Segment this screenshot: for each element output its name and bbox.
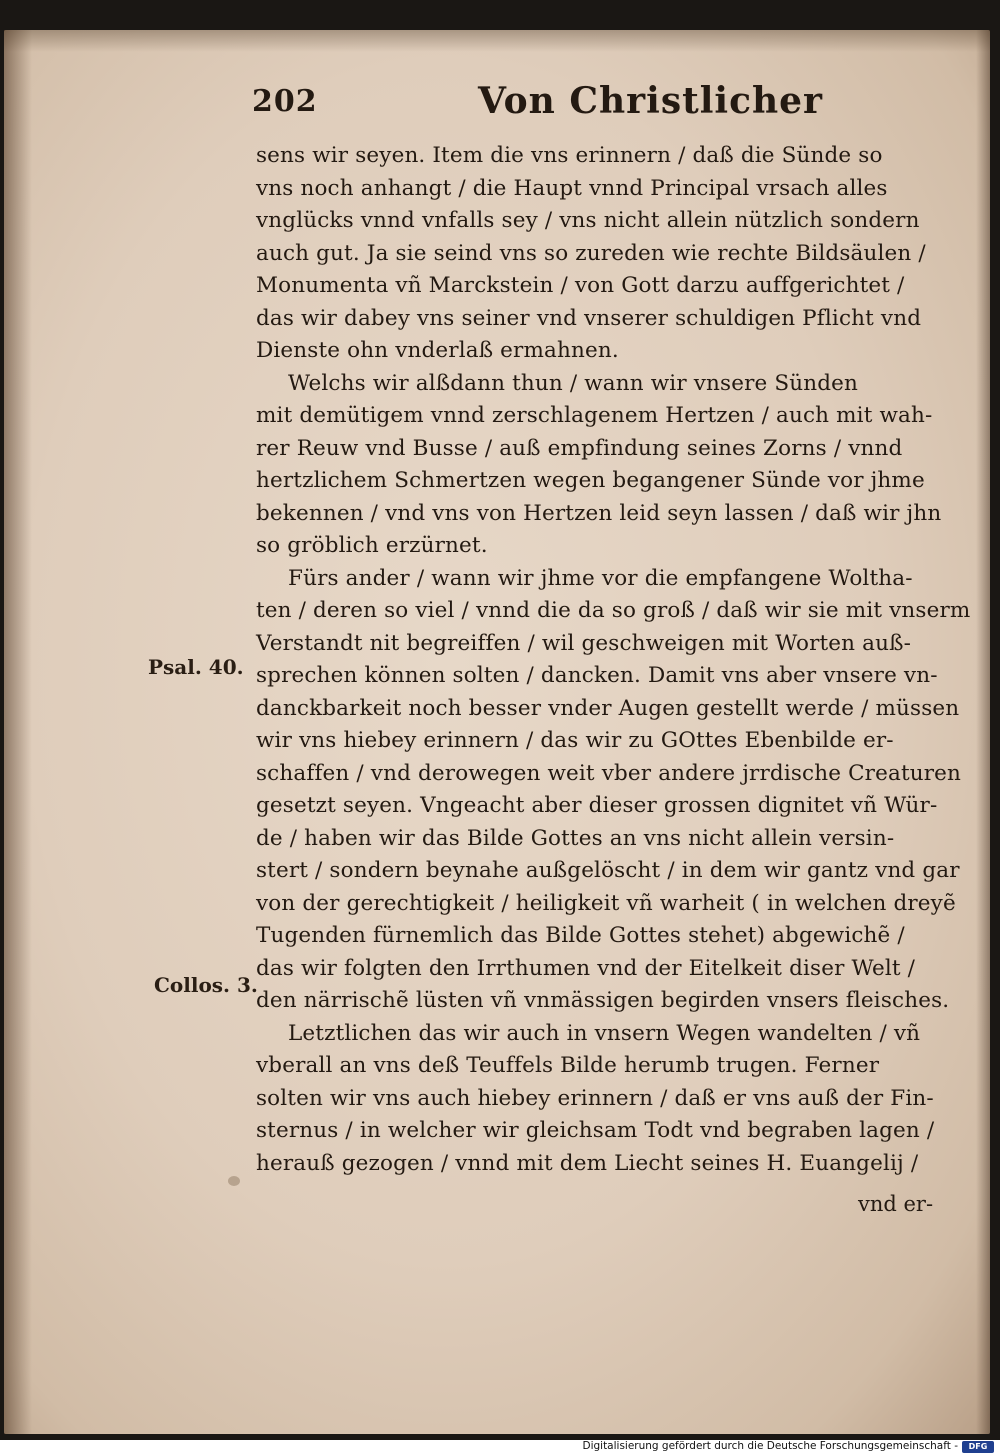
text-line: herauß gezogen / vnnd mit dem Liecht seines H. Euangelij / [256, 1150, 919, 1176]
funding-credit: Digitalisierung gefördert durch die Deutsche Forschungsgemeinschaft - [582, 1440, 958, 1452]
dfg-logo: DFG [962, 1441, 994, 1453]
text-line: vnglücks vnnd vnfalls sey / vns nicht allein nützlich sondern [256, 208, 920, 233]
text-line: sprechen können solten / dancken. Damit vns aber vnsere vn- [256, 663, 938, 688]
marginal-reference-colossians: Collos. 3. [154, 973, 258, 997]
text-line: Monumenta vñ Marckstein / von Gott darzu auffgerichtet / [256, 273, 905, 298]
text-line: vns noch anhangt / die Haupt vnnd Principal vrsach alles [256, 175, 888, 201]
text-line: den närrischẽ lüsten vñ vnmässigen begirden vnsers fleisches. [256, 988, 950, 1013]
text-line: vberall an vns deß Teuffels Bilde herumb trugen. Ferner [256, 1053, 880, 1078]
top-shadow [4, 30, 990, 52]
text-line: rer Reuw vnd Busse / auß empfindung seines Zorns / vnnd [256, 435, 903, 461]
text-line: so gröblich erzürnet. [256, 533, 488, 558]
page-number: 202 [252, 84, 318, 119]
catchword: vnd er- [858, 1192, 934, 1216]
text-line: gesetzt seyen. Vngeacht aber dieser grossen dignitet vñ Wür- [256, 793, 938, 818]
text-line: wir vns hiebey erinnern / das wir zu GOttes Ebenbilde er- [256, 728, 894, 753]
text-line: Dienste ohn vnderlaß ermahnen. [256, 338, 619, 363]
text-line: solten wir vns auch hiebey erinnern / daß er vns auß der Fin- [256, 1085, 934, 1111]
text-line: bekennen / vnd vns von Hertzen leid seyn lassen / daß wir jhn [256, 500, 942, 526]
edge-shadow [976, 30, 990, 1434]
paragraph-start-line: Letztlichen das wir auch in vnsern Wegen wandelten / vñ [288, 1020, 921, 1046]
paragraph-start-line: Welchs wir alßdann thun / wann wir vnsere Sünden [288, 370, 859, 396]
marginal-reference-psalm: Psal. 40. [148, 655, 244, 679]
text-line: das wir dabey vns seiner vnd vnserer schuldigen Pflicht vnd [256, 305, 922, 331]
text-line: danckbarkeit noch besser vnder Augen gestellt werde / müssen [256, 695, 960, 721]
text-line: mit demütigem vnnd zerschlagenem Hertzen / auch mit wah- [256, 403, 933, 428]
text-line: sens wir seyen. Item die vns erinnern / daß die Sünde so [256, 143, 883, 168]
gutter-shadow [4, 30, 32, 1434]
body-text [256, 140, 971, 1180]
text-line: stert / sondern beynahe außgelöscht / in dem wir gantz vnd gar [256, 858, 960, 883]
text-line: das wir folgten den Irrthumen vnd der Eitelkeit diser Welt / [256, 955, 916, 981]
text-line: schaffen / vnd derowegen weit vber andere jrrdische Creaturen [256, 760, 962, 786]
paragraph-start-line: Fürs ander / wann wir jhme vor die empfangene Woltha- [288, 565, 913, 591]
text-line: auch gut. Ja sie seind vns so zureden wie rechte Bildsäulen / [256, 240, 926, 266]
ink-stain [228, 1176, 240, 1186]
text-line: Verstandt nit begreiffen / wil geschweigen mit Worten auß- [256, 630, 912, 656]
text-line: Tugenden fürnemlich das Bilde Gottes stehet) abgewichẽ / [256, 923, 905, 948]
text-line: von der gerechtigkeit / heiligkeit vñ warheit ( in welchen dreyẽ [256, 890, 956, 916]
text-line: de / haben wir das Bilde Gottes an vns nicht allein versin- [256, 825, 895, 851]
text-line: ten / deren so viel / vnnd die da so groß / daß wir sie mit vnserm [256, 598, 971, 623]
text-line: hertzlichem Schmertzen wegen begangener Sünde vor jhme [256, 468, 925, 493]
running-head: Von Christlicher [478, 80, 824, 122]
text-line: sternus / in welcher wir gleichsam Todt vnd begraben lagen / [256, 1118, 935, 1143]
